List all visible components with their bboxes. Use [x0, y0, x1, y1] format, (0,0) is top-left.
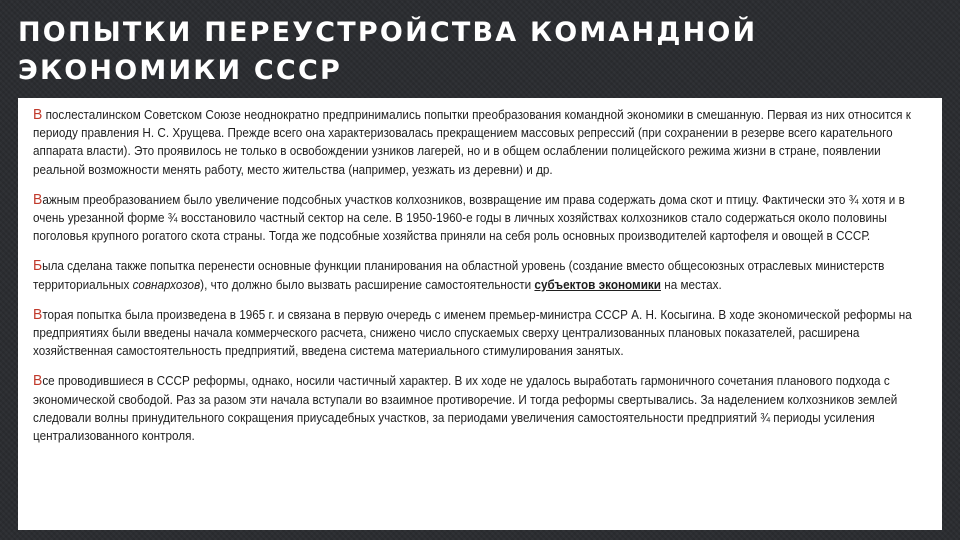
subjects-of-economy-link[interactable]: субъектов экономики — [534, 277, 661, 292]
paragraph-text: ажным преобразованием было увеличение подсобных участков колхозников, возвращение им права содержать дома скот и птицу. Фактически это ¾ хотя и в очень урезанной форме ¾ восстановило частный сектор на селе. В 1950-1960-е годы в личных хозяйствах колхозников стало содержаться около половины поголовья крупного рогатого скота страны. Тогда же подсобные хозяйства приняли на себя роль основных производителей картофеля и овощей в СССР. — [33, 192, 905, 244]
paragraph-4 — [33, 306, 933, 361]
paragraph-initial: В — [33, 106, 43, 123]
paragraph-text: торая попытка была произведена в 1965 г. и связана в первую очередь с именем премьер-министра СССР А. Н. Косыгина. В ходе экономической реформы на предприятиях были введены начала коммерческого расчета, снижено число спускаемых сверху централизованных плановых показателей, расширена хозяйственная самостоятельность предприятий, введена система материального стимулирования занятых. — [33, 307, 912, 359]
paragraph-initial: В — [33, 372, 43, 390]
paragraph-text: ыла сделана также попытка перенести основные функции планирования на областной уровень (создание вместо общесоюзных отраслевых министерств территориальных — [33, 259, 885, 292]
paragraph-text: на местах. — [660, 277, 722, 292]
paragraph-2 — [33, 191, 933, 246]
paragraph-initial: В — [33, 305, 43, 323]
paragraph-text: послесталинском Советском Союзе неоднократно предпринимались попытки преобразования командной экономики в смешанную. Первая из них относится к периоду правления Н. С. Хрущева. Прежде всего она характеризовалась прекращением массовых репрессий (при сохранении в резерве всего карательного аппарата власти). Это проявилось не только в освобождении узников лагерей, но и в общем ослаблении полицейского режима жизни в стране, появлении реальной возможности менять работу, место жительства (например, уезжать из деревни) и др. — [33, 108, 911, 177]
paragraph-initial: В — [33, 190, 43, 208]
content-panel — [18, 98, 942, 530]
paragraph-1 — [33, 106, 933, 179]
paragraph-initial: Б — [33, 257, 43, 275]
emphasis-term: совнархозов — [132, 277, 201, 292]
paragraph-text: ), что должно было вызвать расширение самостоятельности — [200, 277, 535, 292]
paragraph-3 — [33, 257, 933, 293]
paragraph-5 — [33, 372, 933, 445]
slide-title: ПОПЫТКИ ПЕРЕУСТРОЙСТВА КОМАНДНОЙ ЭКОНОМИКИ СССР — [18, 17, 758, 86]
paragraph-text: се проводившиеся в СССР реформы, однако, носили частичный характер. В их ходе не удалось выработать гармоничного сочетания планового подхода с экономической свободой. Раз за разом эти начала вступали во взаимное противоречие. И тогда реформы свертывались. За наделением колхозников землей следовали волны принудительного сокращения приусадебных участков, за периодами увеличения самостоятельности предприятий ¾ периоды усиления централизованного контроля. — [33, 374, 898, 444]
